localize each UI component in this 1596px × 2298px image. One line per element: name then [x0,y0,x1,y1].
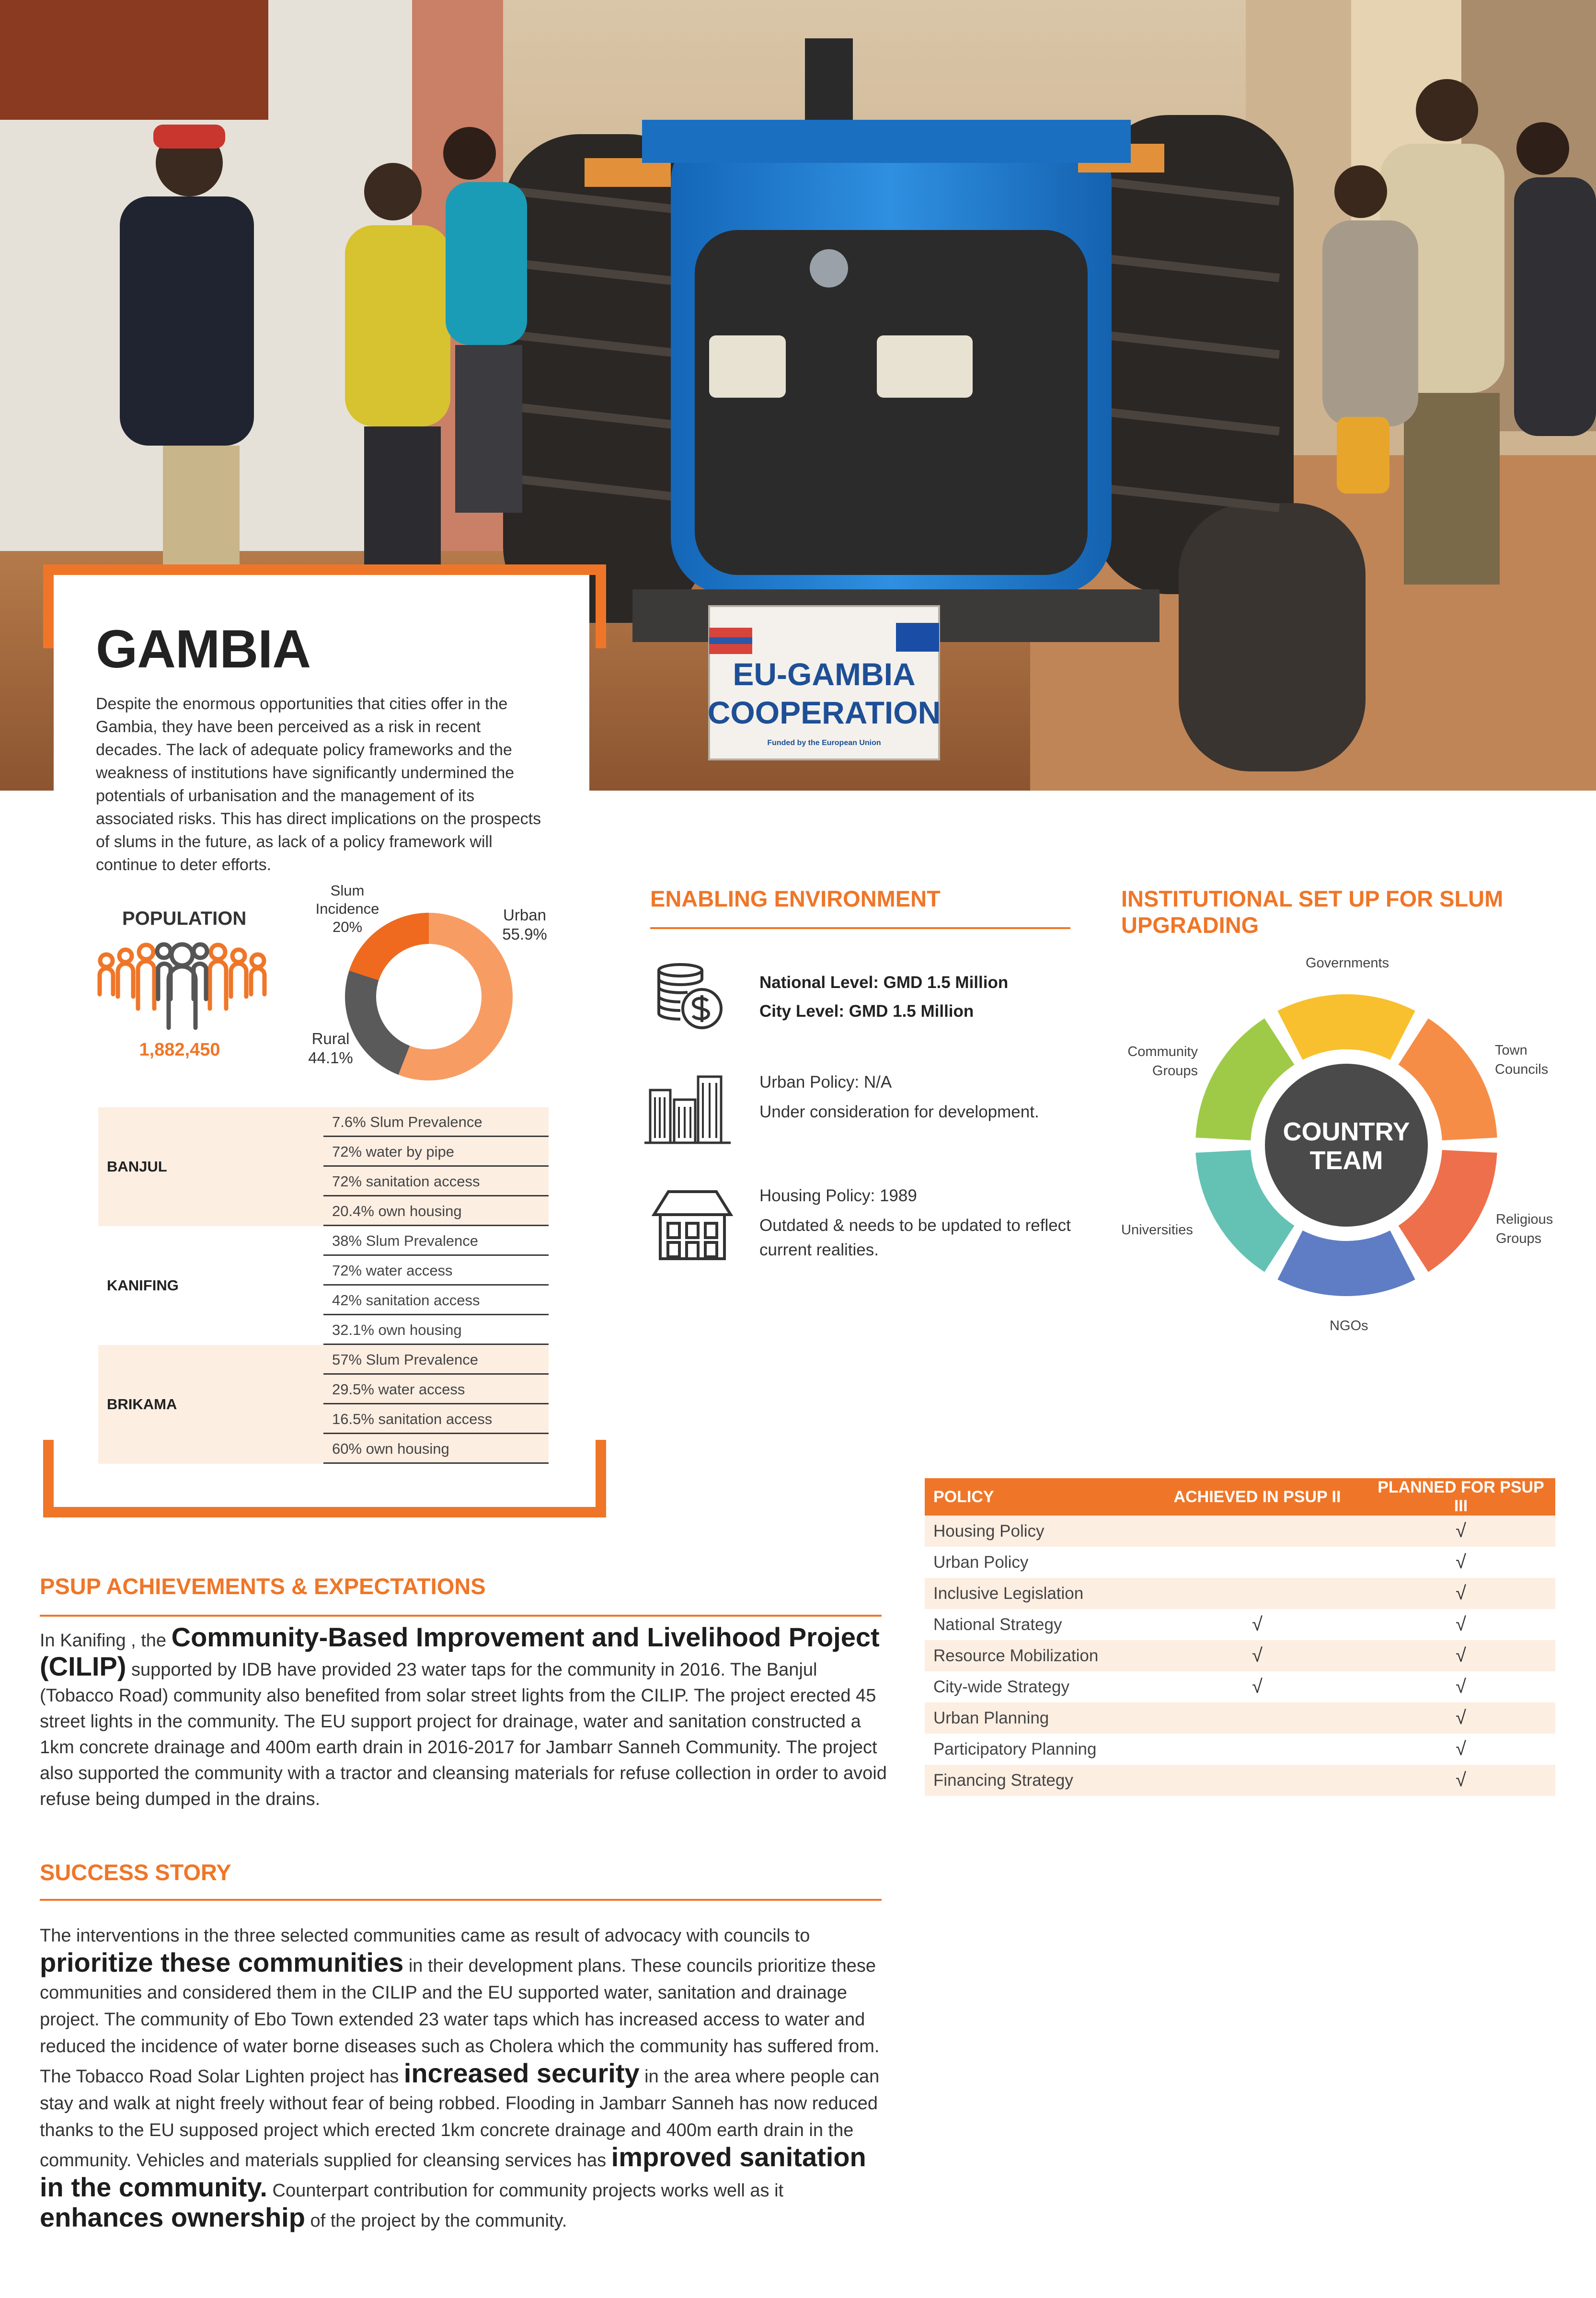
enabling-heading-rule [650,927,1070,929]
success-p2: in their development plans. These councils prioritize these communities and considered them in the CILIP and the EU supported water, sanitation and drainage project. The community of Ebo Town extended 23 water taps which has increased access to water and reduced the incidence of water borne diseases such as Cholera which the community has suffered from. The Tobacco Road Solar Lighten project has [40,1956,880,2087]
policy-name: Housing Policy [925,1516,1148,1547]
bracket-bottom [43,1507,606,1517]
wheel-label-town-line2: Councils [1495,1062,1549,1077]
wheel-label-ngos: NGOs [1330,1318,1368,1333]
city-group-kanifing [98,1226,549,1345]
policy-row [925,1547,1555,1578]
city-stat: 7.6% Slum Prevalence [323,1107,549,1137]
city-group-brikama [98,1345,549,1464]
institutional-setup-heading: INSTITUTIONAL SET UP FOR SLUM UPGRADING [1121,886,1504,938]
city-stat: 42% sanitation access [323,1286,549,1315]
policy-table-header-row [925,1478,1555,1516]
population-value: 1,882,450 [139,1040,220,1060]
wheel-label-universities: Universities [1121,1222,1193,1238]
policy-name: National Strategy [933,1615,1062,1634]
city-name: BANJUL [107,1158,167,1175]
city-group-banjul [98,1107,549,1226]
urban-label-text: Urban [503,906,546,924]
wheel-label-community-line2: Groups [1152,1063,1198,1079]
rural-label-text: Rural [311,1030,350,1047]
card-frame-top [43,564,606,575]
planned-check: √ [1366,1516,1555,1547]
slum-label-line2: Incidence [315,900,379,917]
plate-line2: COOPERATION [707,695,941,730]
achieved-check [1148,1702,1366,1734]
success-p3: in the area where people can stay and walk at night freely without fear of being robbed. Flooding in Jambarr Sanneh has now reduced thanks to the EU supposed project which erected 1km concrete drainage and 400m earth drain in the community. Vehicles and materials supplied for cleansing services has [40,2067,880,2171]
rural-label [302,1029,359,1068]
slum-label-value: 20% [332,919,363,935]
city-stat: 16.5% sanitation access [323,1404,549,1434]
city-stat: 29.5% water access [323,1375,549,1404]
card-frame-top-right [596,564,606,648]
success-p1: The interventions in the three selected communities came as result of advocacy with councils to [40,1926,810,1946]
population-people-icon [96,942,268,1033]
header-achieved: ACHIEVED IN PSUP II [1148,1478,1366,1516]
success-highlight-1: prioritize these communities [40,1947,404,1977]
planned-check: √ [1366,1640,1555,1671]
city-stat: 72% water access [323,1256,549,1286]
policy-row [925,1609,1555,1640]
achieved-check: √ [1252,1676,1263,1697]
funding-national: National Level: GMD 1.5 Million [759,973,1009,992]
planned-check: √ [1366,1702,1555,1734]
population-label: POPULATION [122,908,247,929]
header-policy: POLICY [925,1478,1148,1516]
funding-city: City Level: GMD 1.5 Million [759,1002,974,1021]
achieved-check [1148,1578,1366,1609]
achieved-check: √ [1148,1640,1366,1671]
wheel-segment-ngos [1277,1230,1415,1296]
intro-paragraph: Despite the enormous opportunities that cities offer in the Gambia, they have been perceived as a risk in recent decades. The lack of adequate policy frameworks and the weakness of institutions have significantly undermined the potentials of urbanisation and the management of its associated risks. This has direct implications on the prospects of slums in the future, as lack of a policy framework will continue to deter efforts. [96,695,541,874]
country-team-line1: COUNTRY [1283,1117,1410,1146]
city-stat: 57% Slum Prevalence [323,1345,549,1375]
policy-row [925,1578,1555,1609]
plate-small-text: Funded by the European Union [767,739,881,747]
city-statistics-table [98,1107,549,1464]
plate-line1: EU-GAMBIA [733,656,916,692]
planned-check: √ [1456,1676,1466,1697]
psup-lead: In Kanifing , the [40,1631,172,1651]
policy-row [925,1734,1555,1765]
success-p4: Counterpart contribution for community projects works well as it [267,2181,784,2201]
country-team-line2: TEAM [1309,1146,1383,1175]
success-p5: of the project by the community. [305,2211,567,2231]
policy-name: Urban Planning [925,1702,1148,1734]
country-team-wheel [1193,992,1500,1298]
city-name: KANIFING [107,1277,179,1294]
header-planned: PLANNED FOR PSUP III [1366,1478,1555,1516]
psup-project-name: Community-Based Improvement and Livelihood Project (CILIP) [40,1622,880,1681]
wheel-label-religious-line2: Groups [1496,1231,1542,1246]
policy-table-body [925,1516,1555,1796]
policy-name: Urban Policy [933,1552,1029,1572]
rural-label-value: 44.1% [308,1049,353,1067]
success-paragraph [40,1922,888,2234]
policy-row [925,1671,1555,1702]
housing-policy-note-1: Outdated & needs to be updated to reflect [759,1216,1071,1235]
urban-label [496,906,553,944]
wheel-segment-governments [1277,994,1415,1060]
city-buildings-icon [644,1071,731,1148]
psup-heading-rule [40,1615,882,1617]
achieved-check: √ [1252,1614,1263,1635]
policy-name: City-wide Strategy [933,1677,1069,1696]
city-stat: 72% sanitation access [323,1167,549,1196]
wheel-label-town-line1: Town [1495,1043,1527,1058]
policy-row [925,1765,1555,1796]
planned-check: √ [1366,1578,1555,1609]
planned-check: √ [1456,1551,1466,1573]
bracket-left [43,1440,54,1517]
wheel-label-religious-groups [1496,1210,1553,1248]
housing-policy-title: Housing Policy: 1989 [759,1186,917,1205]
wheel-label-town-councils [1495,1041,1548,1079]
planned-check: √ [1456,1738,1466,1759]
achieved-check [1148,1765,1366,1796]
house-icon [652,1186,733,1263]
slum-incidence-label [302,882,393,936]
achieved-check [1148,1547,1366,1578]
policy-name: Financing Strategy [925,1765,1148,1796]
city-name: BRIKAMA [107,1396,177,1413]
wheel-label-community-line1: Community [1127,1044,1198,1059]
urban-policy-note: Under consideration for development. [759,1103,1039,1121]
success-highlight-2: increased security [403,2058,640,2088]
city-stat: 20.4% own housing [323,1196,549,1226]
city-stat: 72% water by pipe [323,1137,549,1167]
policy-row [925,1702,1555,1734]
success-highlight-3: improved sanitation in the community. [40,2142,866,2202]
policy-name: Participatory Planning [933,1739,1097,1758]
planned-check: √ [1366,1765,1555,1796]
wheel-label-religious-line1: Religious [1496,1212,1553,1227]
city-stat: 60% own housing [323,1434,549,1464]
slum-label-line1: Slum [330,882,365,899]
policy-name: Resource Mobilization [925,1640,1148,1671]
achieved-check [1148,1516,1366,1547]
bracket-right [596,1440,606,1517]
psup-paragraph [40,1624,888,1812]
policy-row [925,1640,1555,1671]
urban-policy-title: Urban Policy: N/A [759,1073,892,1092]
city-stat: 38% Slum Prevalence [323,1226,549,1256]
planned-check: √ [1456,1614,1466,1635]
housing-policy-note-2: current realities. [759,1241,879,1259]
page-title: GAMBIA [96,619,311,679]
card-frame-top-left [43,564,54,648]
urban-label-value: 55.9% [502,925,547,943]
success-story-heading: SUCCESS STORY [40,1860,231,1885]
coins-money-icon [654,961,726,1033]
achieved-check [1148,1734,1366,1765]
policy-name: Inclusive Legislation [925,1578,1148,1609]
wheel-label-governments: Governments [1306,955,1389,971]
success-heading-rule [40,1899,882,1901]
city-stat: 32.1% own housing [323,1315,549,1345]
policy-row [925,1516,1555,1547]
policy-table [925,1478,1555,1796]
wheel-label-community-groups [1121,1042,1198,1080]
enabling-environment-heading: ENABLING ENVIRONMENT [650,886,941,911]
psup-body: supported by IDB have provided 23 water taps for the community in 2016. The Banjul (Tobacco Road) community also benefited from solar street lights from the CILIP. The project erected 45 street lights in the community. The EU support project for drainage, water and sanitation constructed a 1km concrete drainage and 400m earth drain in 2016-2017 for Jambarr Sanneh Community. The project also supported the community with a tractor and cleansing materials for refuse collection in order to avoid refuse being dumped in the drains. [40,1660,887,1809]
psup-heading: PSUP ACHIEVEMENTS & EXPECTATIONS [40,1574,486,1599]
success-highlight-4: enhances ownership [40,2202,305,2232]
